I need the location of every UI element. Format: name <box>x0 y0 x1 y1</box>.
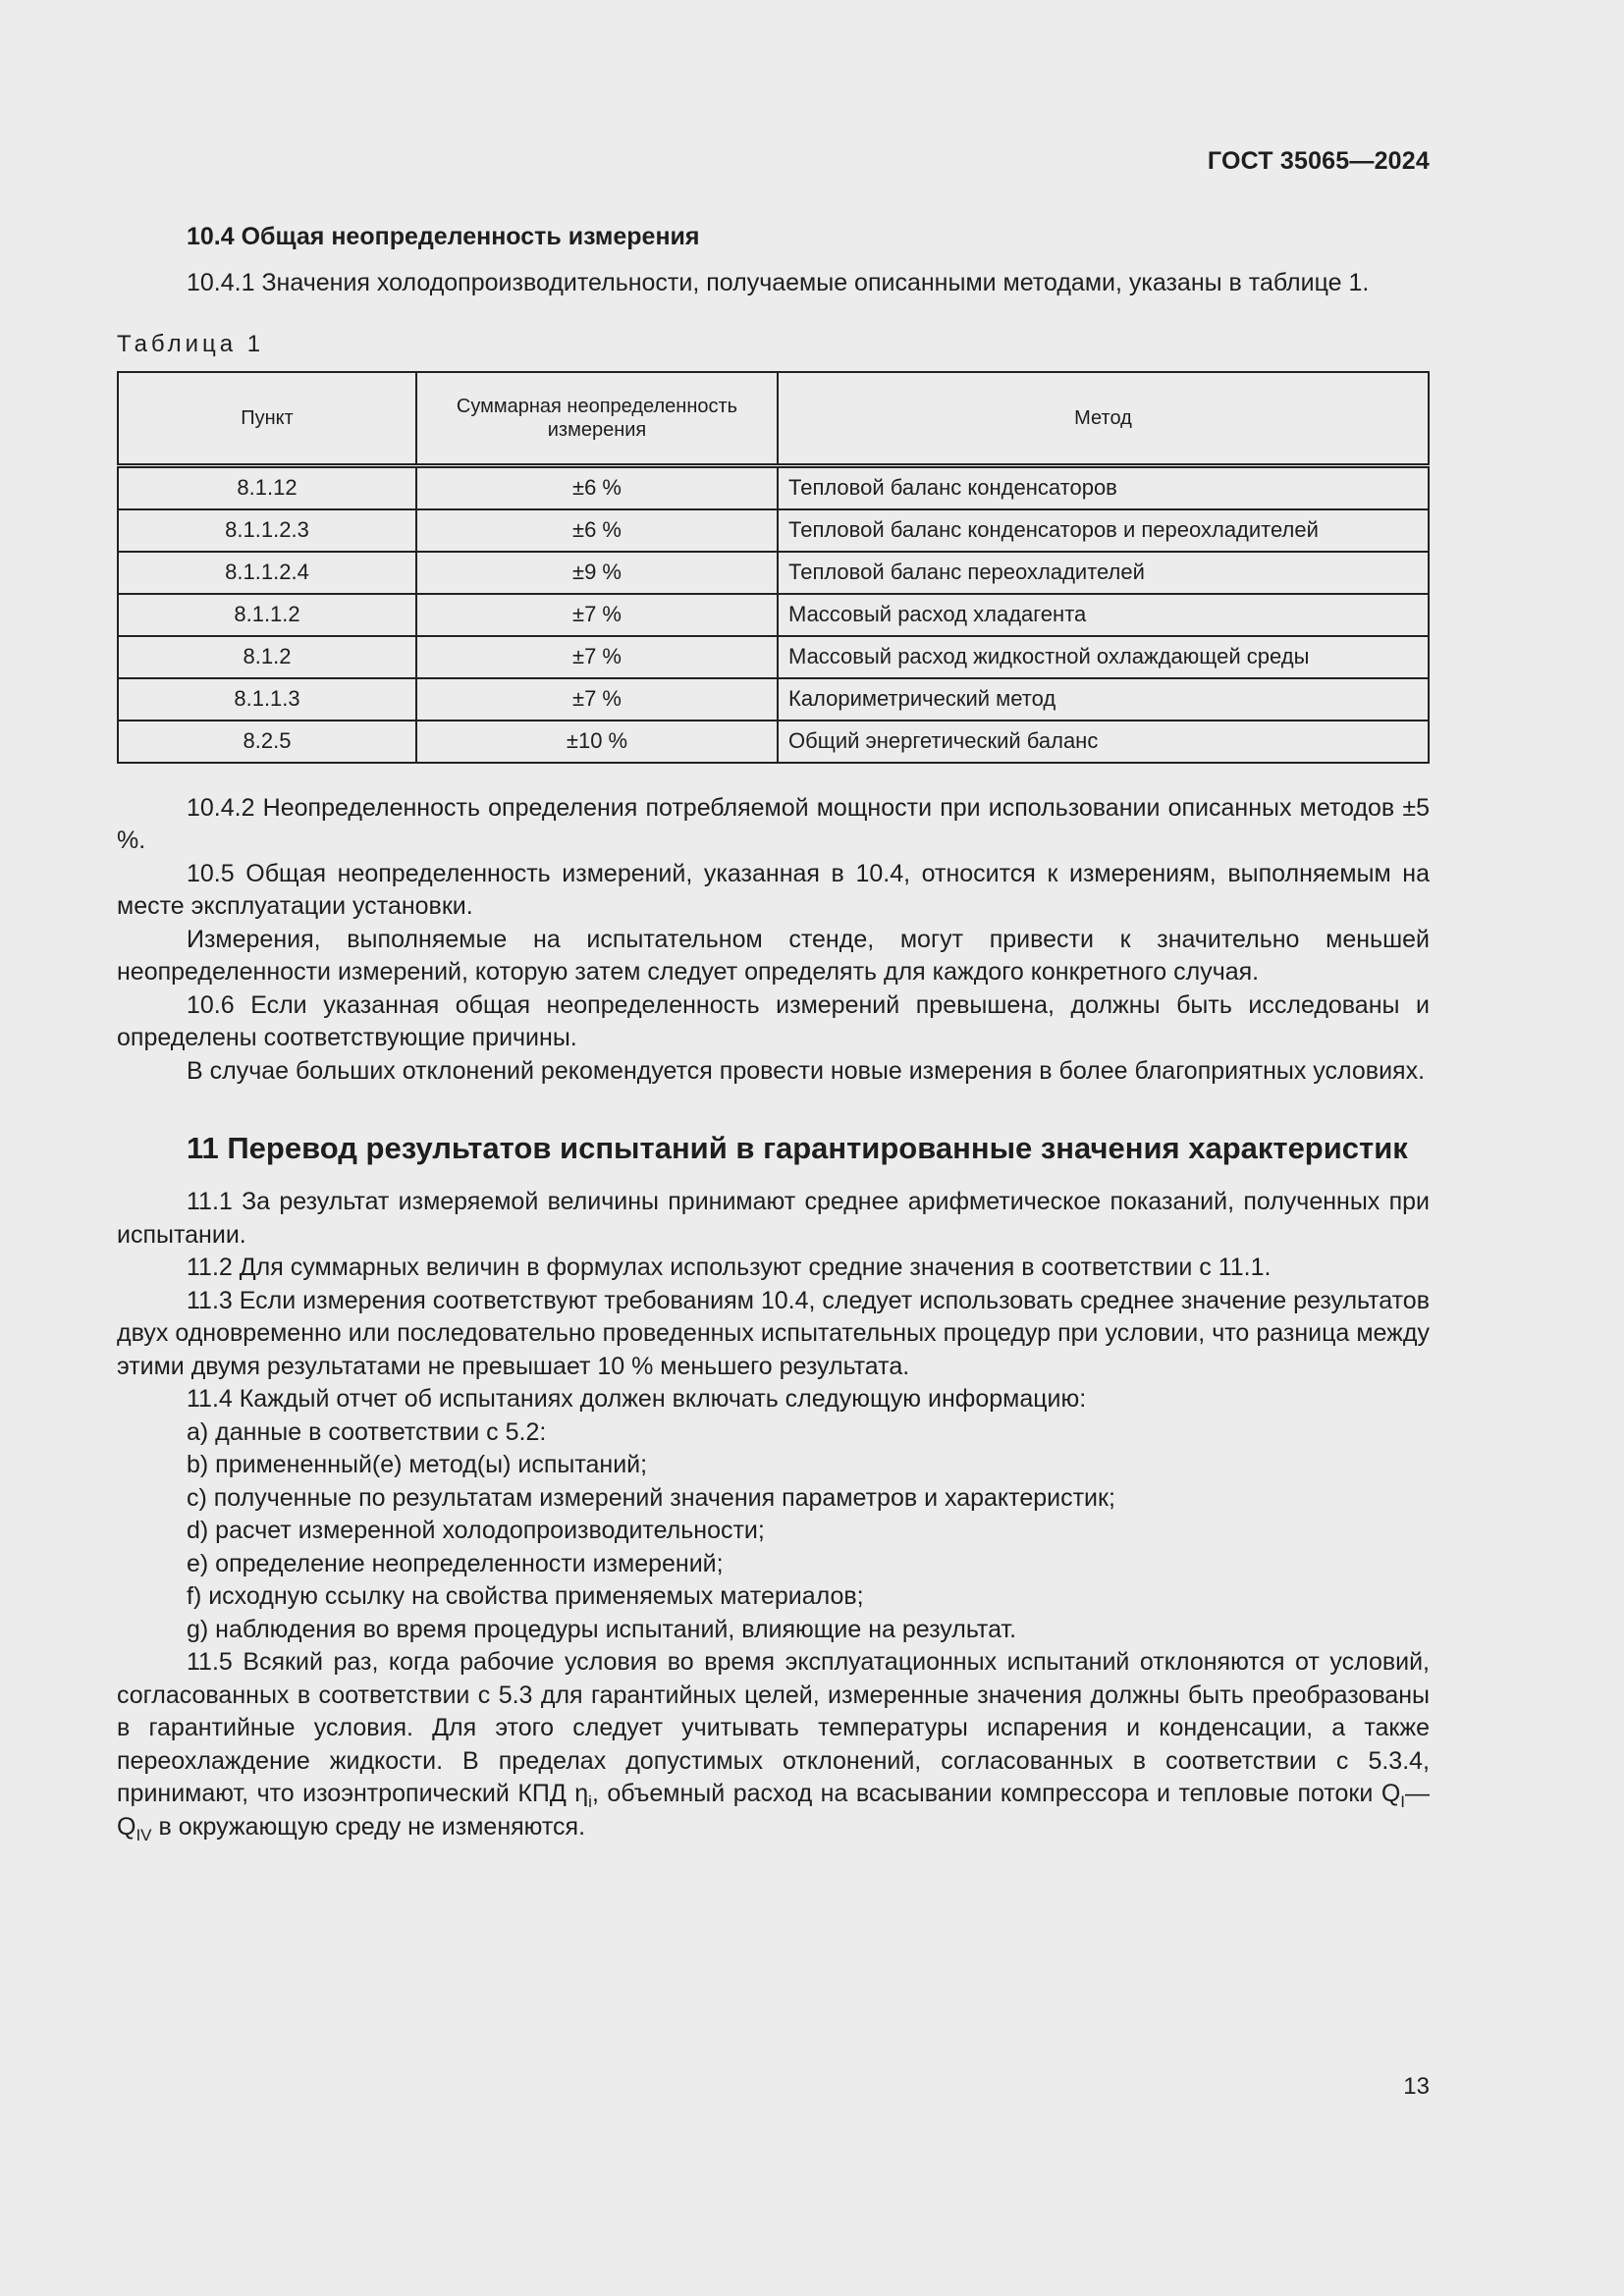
table-cell-clause: 8.1.1.2.3 <box>118 509 416 552</box>
list-item: e) определение неопределенности измерений; <box>187 1549 724 1577</box>
list-item: f) исходную ссылку на свойства применяемых материалов; <box>187 1582 864 1610</box>
subscript-IV: IV <box>135 1825 152 1844</box>
list-item: d) расчет измеренной холодопроизводительности; <box>187 1517 765 1544</box>
table-cell-clause: 8.1.1.3 <box>118 678 416 721</box>
table-cell-method: Калориметрический метод <box>778 678 1429 721</box>
table-header-row <box>118 372 1429 466</box>
paragraph-11-5-text: 11.5 Всякий раз, когда рабочие условия во время эксплуатационных испытаний отклоняются от условий, согласованных в соответствии с 5.3 для гарантийных целей, измеренные значения должны быть преобразованы в гарантийные условия. Для этого следует учитывать температуры испарения и конденсации, а также переохлаждение жидкости. В пределах допустимых отклонений, согласованных в соответствии с 5.3.4, принимают, что изоэнтропический КПД η <box>117 1648 1430 1807</box>
paragraph-11-5-text: , объемный расход на всасывании компрессора и тепловые потоки Q <box>591 1780 1401 1807</box>
paragraph-11-5-text: в окружающую среду не изменяются. <box>151 1812 586 1841</box>
paragraph-10-5: 10.5 Общая неопределенность измерений, указанная в 10.4, относится к измерениям, выполняемым на месте эксплуатации установки. <box>117 859 1430 920</box>
table-cell-uncertainty: ±7 % <box>416 678 778 721</box>
paragraph-11-1: 11.1 За результат измеряемой величины принимают среднее арифметическое показаний, полученных при испытании. <box>117 1188 1430 1249</box>
paragraph-11-2: 11.2 Для суммарных величин в формулах используют средние значения в соответствии с 11.1. <box>187 1254 1272 1281</box>
post-table-text <box>117 792 1430 1089</box>
paragraph-11-3: 11.3 Если измерения соответствуют требованиям 10.4, следует использовать среднее значение результатов двух одновременно или последовательно проведенных испытательных процедур при условии, что разница между этими двумя результатами не превышает 10 % меньшего результата. <box>117 1286 1430 1380</box>
table-row <box>118 721 1429 763</box>
paragraph-11-5-text: —Q <box>117 1780 1430 1841</box>
table-cell-uncertainty: ±6 % <box>416 509 778 552</box>
table-row <box>118 509 1429 552</box>
table-cell-method: Тепловой баланс конденсаторов <box>778 465 1429 509</box>
paragraph-11-4: 11.4 Каждый отчет об испытаниях должен включать следующую информацию: <box>187 1385 1087 1413</box>
subscript-i: i <box>588 1792 592 1811</box>
table-caption: Таблица 1 <box>117 331 265 357</box>
table-cell-method: Общий энергетический баланс <box>778 721 1429 763</box>
table-cell-clause: 8.1.12 <box>118 465 416 509</box>
page-number: 13 <box>1403 2073 1430 2100</box>
standard-code: ГОСТ 35065—2024 <box>1207 147 1430 175</box>
list-item: c) полученные по результатам измерений значения параметров и характеристик; <box>187 1483 1115 1512</box>
table-row <box>118 678 1429 721</box>
table-row <box>118 594 1429 636</box>
table-header-cell: Пункт <box>118 372 416 466</box>
section-heading-11: 11 Перевод результатов испытаний в гарантированные значения характеристик <box>187 1131 1408 1165</box>
table-cell-uncertainty: ±7 % <box>416 636 778 678</box>
table-cell-method: Тепловой баланс конденсаторов и переохладителей <box>778 509 1429 552</box>
uncertainty-table <box>117 371 1430 764</box>
table-cell-uncertainty: ±7 % <box>416 594 778 636</box>
subscript-I: I <box>1400 1792 1405 1811</box>
section-heading-10-4: 10.4 Общая неопределенность измерения <box>187 223 700 250</box>
paragraph-10-4-2: 10.4.2 Неопределенность определения потребляемой мощности при использовании описанных методов ±5 %. <box>117 793 1430 854</box>
table-cell-uncertainty: ±10 % <box>416 721 778 763</box>
table-cell-method: Массовый расход жидкостной охлаждающей среды <box>778 636 1429 678</box>
table-row <box>118 552 1429 594</box>
table-row <box>118 465 1429 509</box>
list-item: b) примененный(е) метод(ы) испытаний; <box>187 1451 648 1478</box>
table-cell-clause: 8.1.1.2.4 <box>118 552 416 594</box>
table-cell-clause: 8.2.5 <box>118 721 416 763</box>
table-cell-uncertainty: ±6 % <box>416 465 778 509</box>
table-cell-clause: 8.1.2 <box>118 636 416 678</box>
table-row <box>118 636 1429 678</box>
paragraph-11-5 <box>117 1646 1430 1843</box>
list-item: a) данные в соответствии с 5.2: <box>187 1417 547 1446</box>
page-content <box>117 221 1430 1843</box>
paragraph-large-deviations: В случае больших отклонений рекомендуется провести новые измерения в более благоприятных условиях. <box>187 1056 1426 1085</box>
table-cell-method: Тепловой баланс переохладителей <box>778 552 1429 594</box>
table-cell-method: Массовый расход хладагента <box>778 594 1429 636</box>
paragraph-test-bench: Измерения, выполняемые на испытательном стенде, могут привести к значительно меньшей неопределенности измерений, которую затем следует определять для каждого конкретного случая. <box>117 925 1430 986</box>
table-cell-uncertainty: ±9 % <box>416 552 778 594</box>
table-header-cell: Суммарная неопределенность измерения <box>416 372 778 466</box>
paragraph-10-4-1: 10.4.1 Значения холодопроизводительности, получаемые описанными методами, указаны в таблице 1. <box>187 268 1370 296</box>
list-item: g) наблюдения во время процедуры испытаний, влияющие на результат. <box>187 1615 1017 1643</box>
table-header-cell: Метод <box>778 372 1429 466</box>
paragraph-10-6: 10.6 Если указанная общая неопределенность измерений превышена, должны быть исследованы и определены соответствующие причины. <box>117 990 1430 1051</box>
table-cell-clause: 8.1.1.2 <box>118 594 416 636</box>
